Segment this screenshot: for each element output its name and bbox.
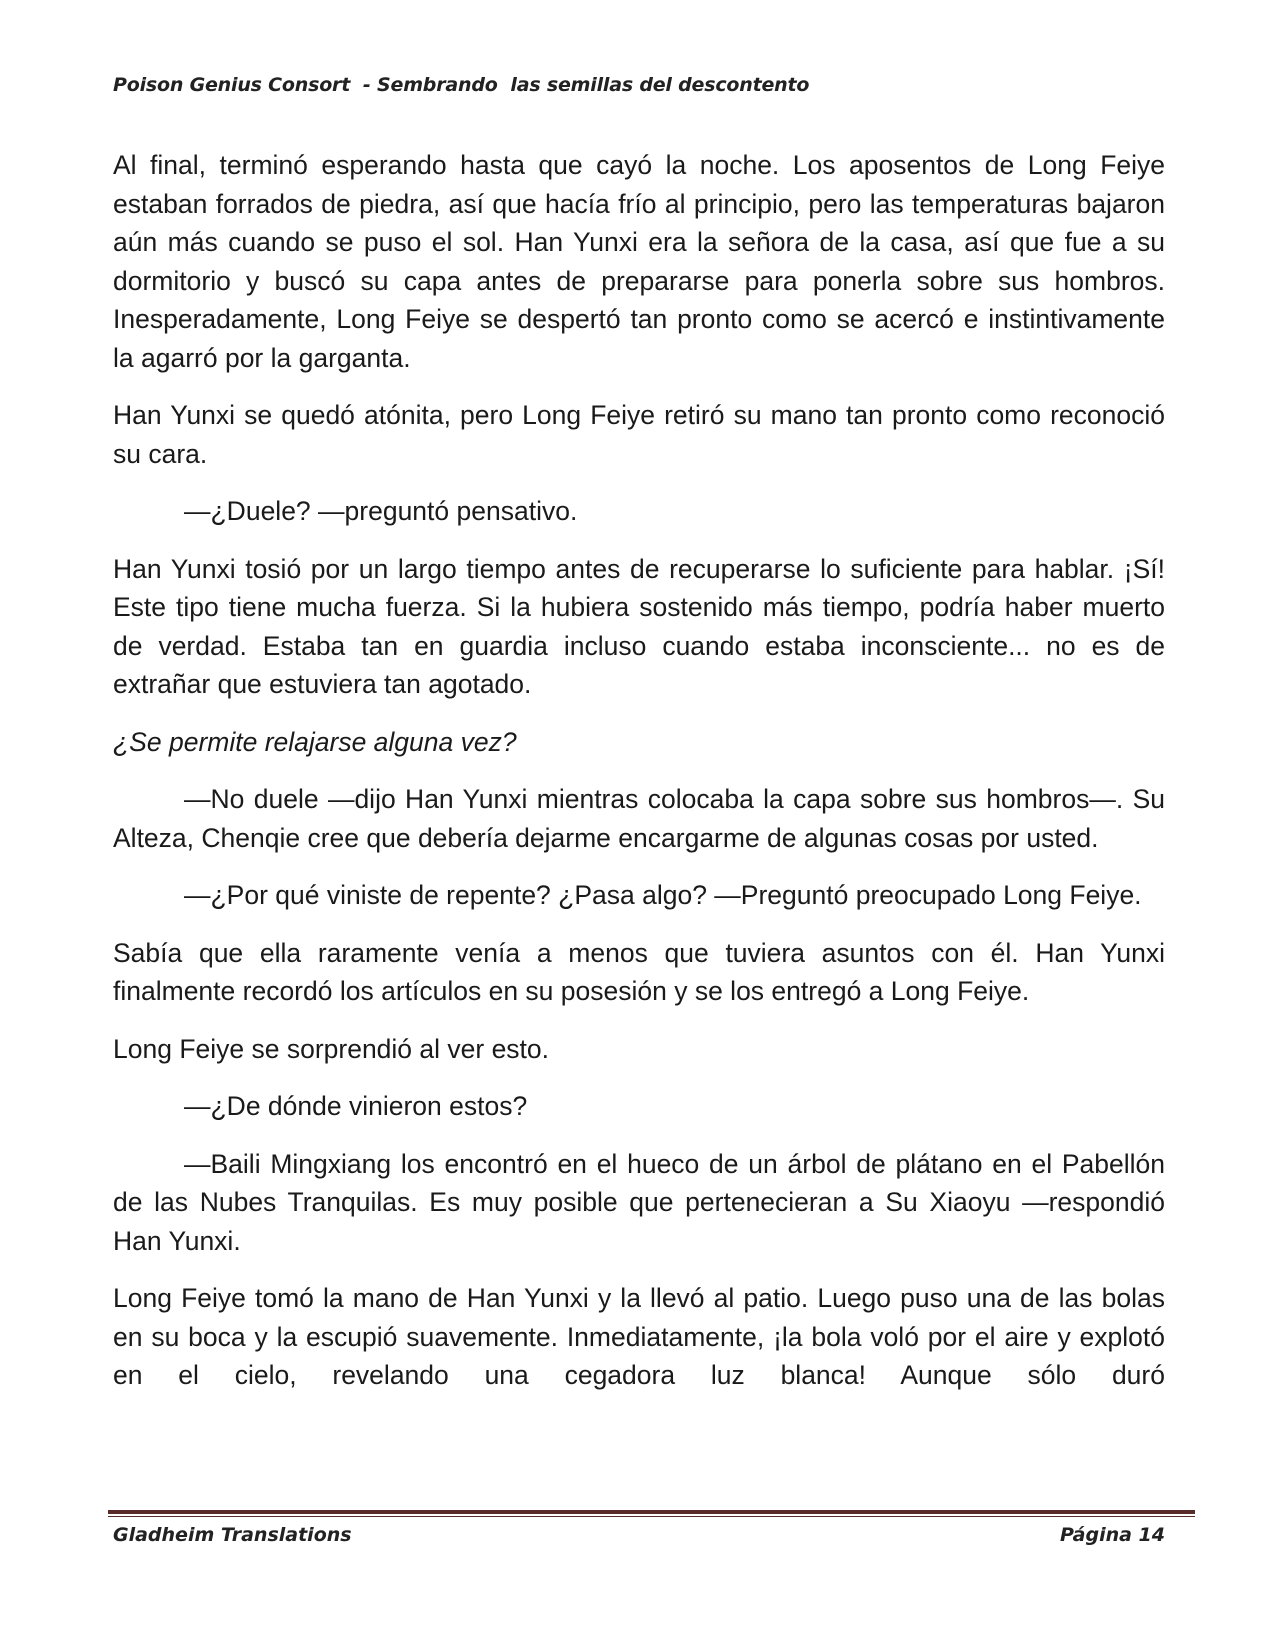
running-footer [113, 1524, 1165, 1546]
dialogue-paragraph: —¿Por qué viniste de repente? ¿Pasa algo? —Preguntó preocupado Long Feiye. [184, 880, 1142, 910]
paragraph: Sabía que ella raramente venía a menos que tuviera asuntos con él. Han Yunxi finalmente recordó los artículos en su posesión y se los entregó a Long Feiye. [113, 937, 1165, 1006]
paragraph: Han Yunxi se quedó atónita, pero Long Feiye retiró su mano tan pronto como reconoció su cara. [113, 400, 1165, 469]
page-body [113, 146, 1165, 1395]
page-number: Página 14 [1059, 1524, 1165, 1546]
dialogue-paragraph: —¿De dónde vinieron estos? [184, 1091, 528, 1121]
footer-divider [108, 1510, 1195, 1517]
paragraph: Long Feiye se sorprendió al ver esto. [113, 1033, 550, 1064]
running-header: Poison Genius Consort - Sembrando las semillas del descontento [113, 74, 810, 96]
dialogue-paragraph: —Baili Mingxiang los encontró en el hueco de un árbol de plátano en el Pabellón de las Nubes Tranquilas. Es muy posible que pertenecieran a Su Xiaoyu —respondió Han Yunxi. [113, 1148, 1165, 1256]
footer-publisher: Gladheim Translations [113, 1524, 352, 1546]
paragraph: Long Feiye tomó la mano de Han Yunxi y la llevó al patio. Luego puso una de las bolas en su boca y la escupió suavemente. Inmediatamente, ¡la bola voló por el aire y explotó en el cielo, revelando una cegadora luz blanca! Aunque sólo duró [113, 1283, 1165, 1390]
paragraph: Han Yunxi tosió por un largo tiempo antes de recuperarse lo suficiente para hablar. ¡Sí! Este tipo tiene mucha fuerza. Si la hubiera sostenido más tiempo, podría haber muerto de verdad. Estaba tan en guardia incluso cuando estaba inconsciente... no es de extrañar que estuviera tan agotado. [113, 553, 1165, 699]
dialogue-paragraph: —¿Duele? —preguntó pensativo. [184, 496, 578, 526]
thought-paragraph: ¿Se permite relajarse alguna vez? [113, 726, 517, 757]
paragraph: Al final, terminó esperando hasta que cayó la noche. Los aposentos de Long Feiye estaban forrados de piedra, así que hacía frío al principio, pero las temperaturas bajaron aún más cuando se puso el sol. Han Yunxi era la señora de la casa, así que fue a su dormitorio y buscó su capa antes de prepararse para ponerla sobre sus hombros. Inesperadamente, Long Feiye se despertó tan pronto como se acercó e instintivamente la agarró por la garganta. [113, 150, 1165, 373]
dialogue-paragraph: —No duele —dijo Han Yunxi mientras colocaba la capa sobre sus hombros—. Su Alteza, Chenqie cree que debería dejarme encargarme de algunas cosas por usted. [113, 784, 1165, 853]
